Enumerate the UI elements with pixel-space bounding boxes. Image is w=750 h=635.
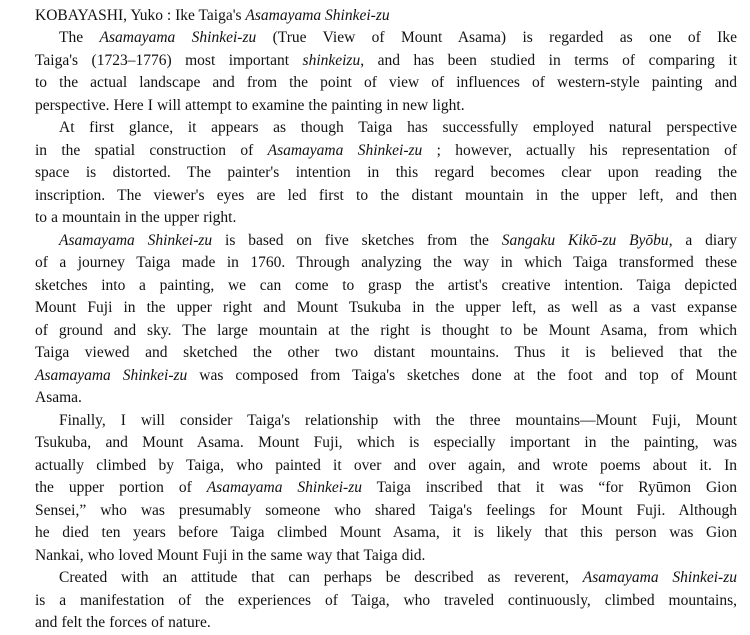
text-run: Finally, I will consider Taiga's relationship with the three mountains—Mount Fuji, Mount: [59, 411, 737, 429]
italic-title: Asamayama Shinkei-zu: [59, 231, 213, 249]
text-run: to the actual landscape and from the point of view of influences of western-style painting and: [35, 74, 737, 91]
text-line: [35, 297, 737, 320]
text-line: [35, 95, 737, 118]
text-line: [35, 50, 737, 73]
italic-title: Sangaku Kikō-zu Byōbu: [501, 231, 669, 249]
text-run: , a diary: [668, 231, 737, 249]
text-line: [35, 432, 737, 455]
text-line: [35, 545, 737, 568]
text-run: of a journey Taiga made in 1760. Through analyzing the way in which Taiga transformed these: [35, 254, 737, 271]
author-name: KOBAYASHI, Yuko: [35, 7, 164, 24]
italic-title: Asamayama Shinkei-zu: [582, 569, 737, 586]
text-run: and felt the forces of nature.: [35, 614, 211, 631]
text-line: [35, 275, 737, 298]
paragraph: [35, 410, 737, 568]
text-line: [35, 185, 737, 208]
text-run: the upper portion of: [35, 479, 207, 496]
italic-title: Asamayama Shinkei-zu: [35, 366, 188, 384]
text-run: Tsukuba, and Mount Asama. Mount Fuji, which is especially important in the painting, was: [35, 434, 737, 451]
text-run: in the spatial construction of: [35, 141, 268, 159]
text-run: sketches into a painting, we can come to grasp the artist's creative intention. Taiga depicted: [35, 276, 737, 294]
text-run: he died ten years before Taiga climbed Mount Asama, it is likely that this person was Gion: [35, 524, 737, 541]
body-text: [35, 27, 737, 635]
text-line: [35, 477, 737, 500]
italic-title: shinkeizu: [302, 51, 361, 69]
text-line: [35, 455, 737, 478]
paragraph: [35, 27, 737, 117]
text-run: space is distorted. The painter's intention in this regard becomes clear upon reading the: [35, 164, 737, 181]
text-run: Created with an attitude that can perhaps be described as reverent,: [59, 569, 583, 586]
text-line: [35, 590, 737, 613]
text-run: is a manifestation of the experiences of Taiga, who traveled continuously, climbed mountains,: [35, 591, 737, 609]
text-run: inscription. The viewer's eyes are led first to the distant mountain in the upper left, and then: [35, 186, 737, 204]
text-line: [35, 162, 737, 185]
document-page: [35, 4, 737, 635]
text-line: [35, 365, 737, 388]
text-run: to a mountain in the upper right.: [35, 209, 237, 226]
text-line: [35, 612, 737, 635]
text-line: [35, 387, 737, 410]
text-run: Nankai, who loved Mount Fuji in the same way that Taiga did.: [35, 546, 426, 564]
heading-prefix: Ike Taiga's: [175, 7, 246, 24]
text-line: [35, 320, 737, 343]
text-run: is based on five sketches from the: [212, 231, 502, 249]
text-run: of ground and sky. The large mountain at the right is thought to be Mount Asama, from which: [35, 321, 737, 339]
paragraph: [35, 567, 737, 635]
text-line: [35, 522, 737, 545]
text-run: Sensei,” who was presumably someone who shared Taiga's feelings for Mount Fuji. Although: [35, 501, 737, 519]
text-line: [35, 410, 737, 433]
text-line: [35, 500, 737, 523]
italic-title: Asamayama Shinkei-zu: [99, 29, 257, 46]
paragraph: [35, 117, 737, 230]
document-heading: [35, 4, 737, 27]
text-run: was composed from Taiga's sketches done at the foot and top of Mount: [187, 366, 737, 384]
text-line: [35, 230, 737, 253]
text-run: Taiga's (1723–1776) most important: [35, 51, 303, 69]
heading-title: Asamayama Shinkei-zu: [245, 7, 390, 24]
italic-title: Asamayama Shinkei-zu: [267, 141, 423, 159]
text-run: The: [59, 29, 100, 46]
text-line: [35, 567, 737, 590]
text-run: ; however, actually his representation of: [422, 141, 737, 159]
text-run: Taiga inscribed that it was “for Ryūmon Gion: [361, 479, 737, 496]
text-run: , and has been studied in terms of comparing it: [360, 51, 737, 69]
text-line: [35, 342, 737, 365]
text-line: [35, 72, 737, 95]
heading-separator: :: [163, 7, 176, 24]
paragraph: [35, 230, 737, 410]
text-line: [35, 27, 737, 50]
text-line: [35, 252, 737, 275]
text-line: [35, 207, 737, 230]
text-run: (True View of Mount Asama) is regarded as one of Ike: [256, 29, 737, 46]
text-run: Taiga viewed and sketched the other two distant mountains. Thus it is believed that the: [35, 344, 737, 361]
text-run: At first glance, it appears as though Taiga has successfully employed natural perspective: [59, 119, 737, 136]
text-line: [35, 117, 737, 140]
text-run: perspective. Here I will attempt to examine the painting in new light.: [35, 96, 465, 114]
italic-title: Asamayama Shinkei-zu: [206, 479, 362, 496]
text-run: Mount Fuji in the upper right and Mount Tsukuba in the upper left, as well as a vast expanse: [35, 299, 737, 316]
text-run: Asama.: [35, 389, 82, 406]
text-run: actually climbed by Taiga, who painted it over and over again, and wrote poems about it. In: [35, 456, 737, 474]
text-line: [35, 140, 737, 163]
